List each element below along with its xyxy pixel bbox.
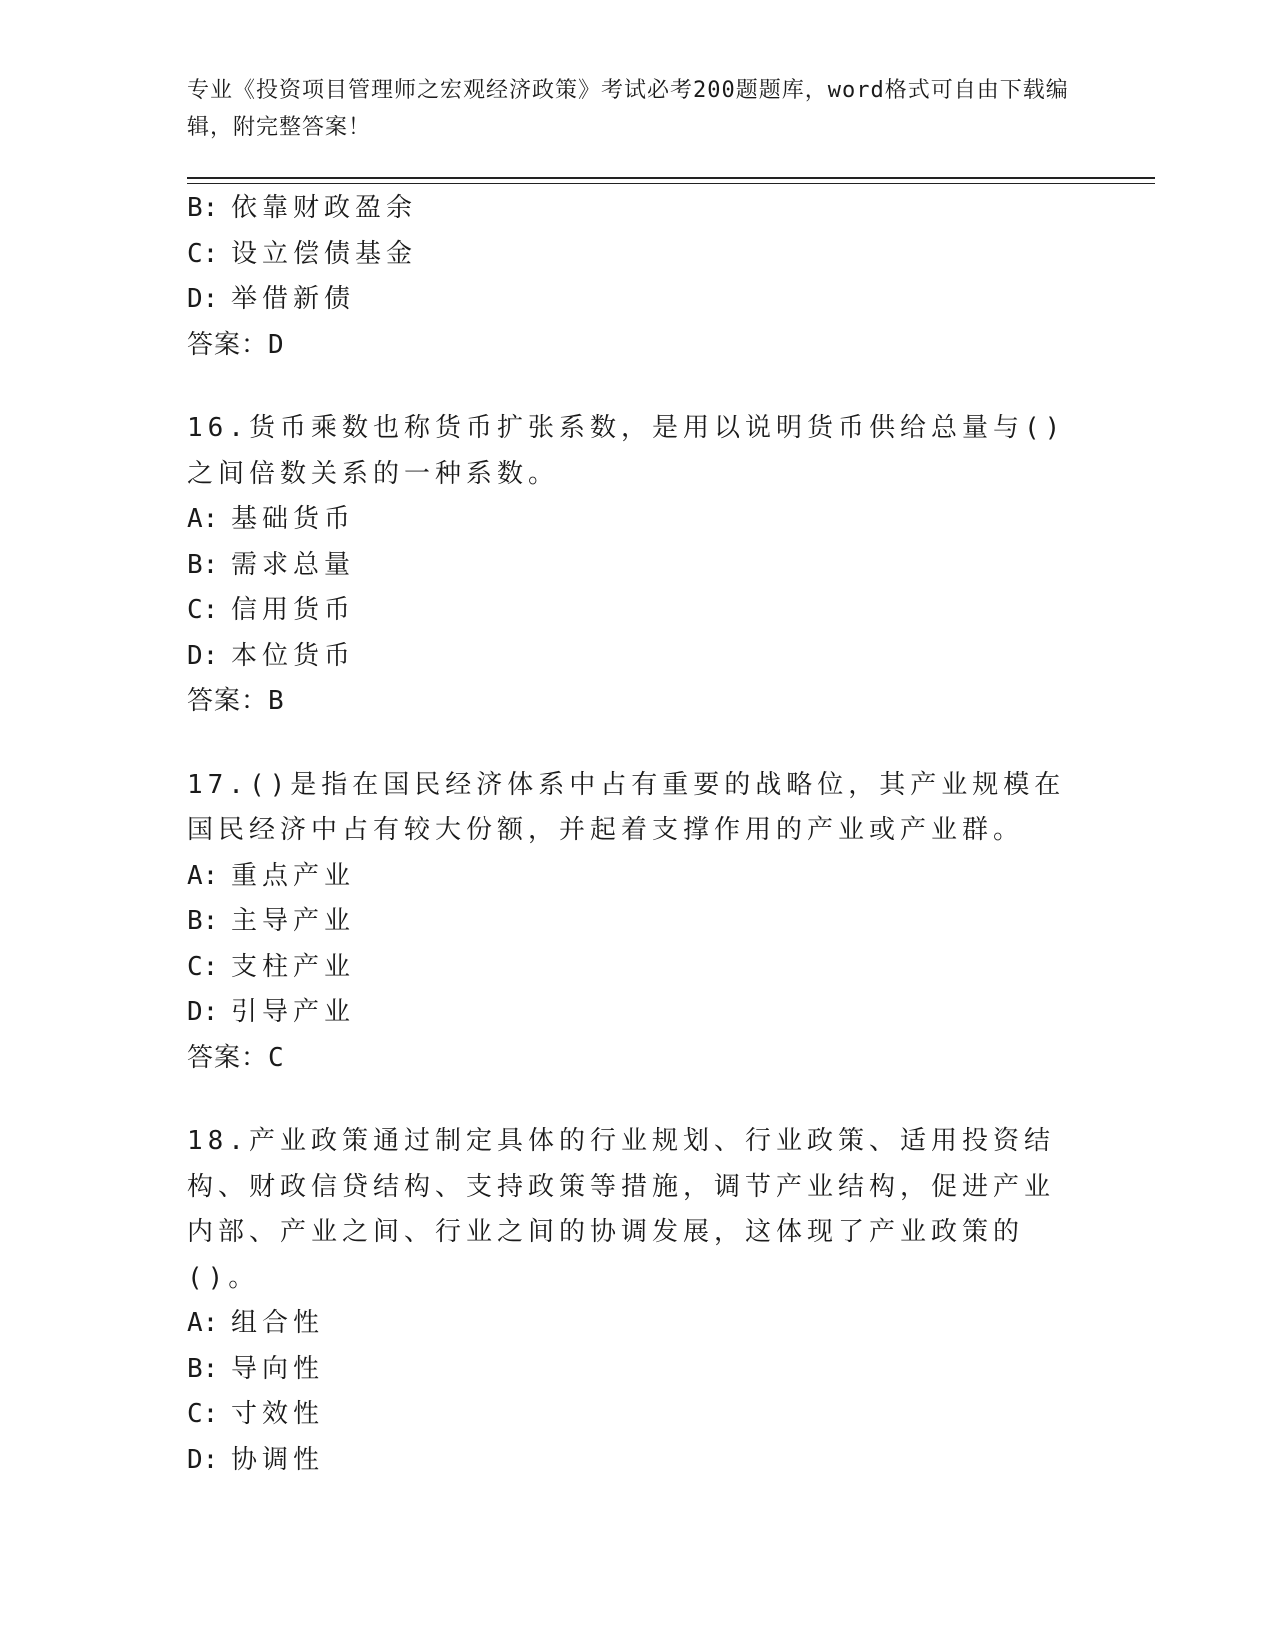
header-divider-thick bbox=[187, 177, 1155, 179]
question-17 bbox=[187, 763, 1087, 1082]
question-16 bbox=[187, 406, 1087, 725]
header-divider-thin bbox=[187, 183, 1155, 184]
option-text: 引导产业 bbox=[231, 997, 356, 1027]
option-c bbox=[187, 1392, 1087, 1438]
option-text: 导向性 bbox=[231, 1353, 325, 1384]
option-letter: B: bbox=[187, 549, 219, 580]
answer-line: 答案：D bbox=[187, 329, 285, 360]
option-letter: C: bbox=[187, 951, 219, 982]
option-text: 支柱产业 bbox=[231, 951, 356, 982]
option-text: 协调性 bbox=[231, 1444, 325, 1475]
option-letter: C: bbox=[187, 595, 219, 625]
answer-line: 答案：B bbox=[187, 686, 285, 716]
option-a bbox=[187, 1301, 1087, 1347]
option-d bbox=[187, 277, 1087, 323]
option-text: 基础货币 bbox=[231, 504, 356, 534]
option-text: 主导产业 bbox=[231, 906, 356, 936]
option-text: 依靠财政盈余 bbox=[231, 193, 418, 223]
option-c bbox=[187, 588, 1087, 634]
option-letter: C: bbox=[187, 238, 219, 269]
option-text: 设立偿债基金 bbox=[231, 238, 418, 269]
option-a bbox=[187, 497, 1087, 543]
question-15-continued bbox=[187, 186, 1087, 368]
option-letter: C: bbox=[187, 1399, 219, 1429]
option-letter: D: bbox=[187, 640, 219, 671]
option-b bbox=[187, 186, 1087, 232]
option-letter: B: bbox=[187, 906, 219, 936]
option-b bbox=[187, 899, 1087, 945]
option-letter: D: bbox=[187, 1444, 219, 1475]
option-d bbox=[187, 1438, 1087, 1484]
option-letter: A: bbox=[187, 504, 219, 534]
option-text: 举借新债 bbox=[231, 284, 356, 314]
option-text: 重点产业 bbox=[231, 860, 356, 891]
question-stem: 16.货币乘数也称货币扩张系数，是用以说明货币供给总量与()之间倍数关系的一种系数。 bbox=[187, 413, 1066, 489]
option-text: 寸效性 bbox=[231, 1399, 325, 1429]
option-text: 本位货币 bbox=[231, 640, 356, 671]
option-letter: D: bbox=[187, 284, 219, 314]
question-stem: 17.()是指在国民经济体系中占有重要的战略位，其产业规模在国民经济中占有较大份额，并起着支撑作用的产业或产业群。 bbox=[187, 769, 1066, 845]
document-header: 专业《投资项目管理师之宏观经济政策》考试必考200题题库，word格式可自由下载编辑，附完整答案！ bbox=[187, 78, 1069, 140]
option-d bbox=[187, 634, 1087, 680]
option-c bbox=[187, 232, 1087, 278]
option-d bbox=[187, 990, 1087, 1036]
question-stem: 18.产业政策通过制定具体的行业规划、行业政策、适用投资结构、财政信贷结构、支持政策等措施，调节产业结构，促进产业内部、产业之间、行业之间的协调发展，这体现了产业政策的()。 bbox=[187, 1126, 1056, 1293]
document-body bbox=[187, 186, 1087, 1483]
option-text: 组合性 bbox=[231, 1308, 325, 1338]
option-letter: A: bbox=[187, 1308, 219, 1338]
question-18 bbox=[187, 1119, 1087, 1483]
option-text: 需求总量 bbox=[231, 549, 356, 580]
option-letter: B: bbox=[187, 1353, 219, 1384]
option-letter: B: bbox=[187, 193, 219, 223]
option-text: 信用货币 bbox=[231, 595, 356, 625]
answer-line: 答案：C bbox=[187, 1042, 285, 1073]
option-a bbox=[187, 854, 1087, 900]
option-b bbox=[187, 1347, 1087, 1393]
option-letter: A: bbox=[187, 860, 219, 891]
option-b bbox=[187, 543, 1087, 589]
option-c bbox=[187, 945, 1087, 991]
option-letter: D: bbox=[187, 997, 219, 1027]
